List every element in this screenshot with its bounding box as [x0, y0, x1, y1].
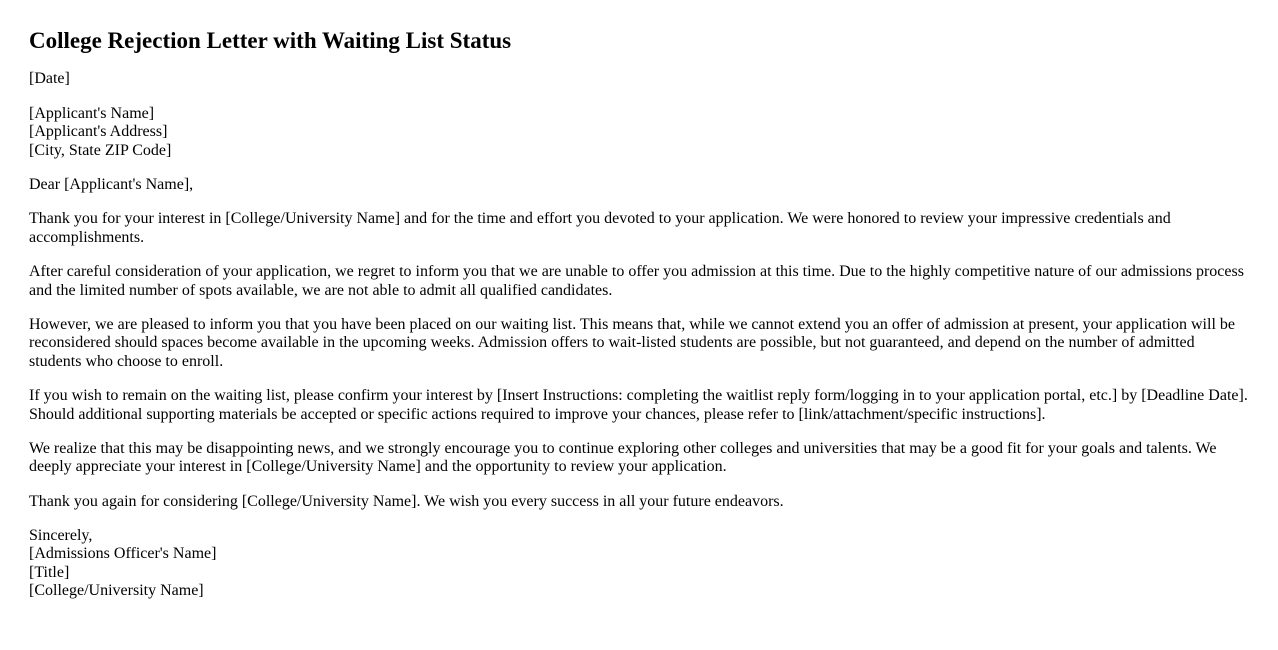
salutation-line: Dear [Applicant's Name], — [29, 176, 194, 193]
signature-officer-line: [Admissions Officer's Name] — [29, 545, 217, 563]
recipient-city-line: [City, State ZIP Code] — [29, 141, 172, 159]
recipient-address-line: [Applicant's Address] — [29, 123, 168, 141]
body-paragraph-instructions: If you wish to remain on the waiting list, please confirm your interest by [Insert Instructions: completing the waitlist reply form/logging in to your application portal, etc.] by [Deadline Date]. Should additional supporting materials be accepted or specific actions required to improve your chances, please refer to [link/attachment/specific instructions]. — [29, 387, 1248, 423]
signature-college-line: [College/University Name] — [29, 582, 204, 600]
body-paragraph-regret: After careful consideration of your application, we regret to inform you that we are unable to offer you admission at this time. Due to the highly competitive nature of our admissions process and the limited number of spots available, we are not able to admit all qualified candidates. — [29, 263, 1244, 299]
recipient-name-line: [Applicant's Name] — [29, 104, 155, 122]
letter-title: College Rejection Letter with Waiting List Status — [29, 28, 512, 53]
body-paragraph-encouragement: We realize that this may be disappointing news, and we strongly encourage you to continue exploring other colleges and universities that may be a good fit for your goals and talents. We deeply appreciate your interest in [College/University Name] and the opportunity to review your application. — [29, 439, 1217, 476]
signature-sincerely-line: Sincerely, — [29, 527, 93, 545]
signature-title-line: [Title] — [29, 563, 70, 581]
recipient-block — [29, 105, 1248, 160]
signature-block — [29, 527, 1248, 601]
body-paragraph-waiting-list: However, we are pleased to inform you that you have been placed on our waiting list. This means that, while we cannot extend you an offer of admission at present, your application will be reconsidered should spaces become available in the upcoming weeks. Admission offers to wait-listed students are possible, but not guaranteed, and depend on the number of admitted students who choose to enroll. — [29, 315, 1235, 370]
date-line: [Date] — [29, 70, 70, 88]
body-paragraph-farewell: Thank you again for considering [College/University Name]. We wish you every success in all your future endeavors. — [29, 492, 784, 510]
body-paragraph-thank-you: Thank you for your interest in [College/University Name] and for the time and effort you devoted to your application. We were honored to review your impressive credentials and accomplishments. — [29, 210, 1171, 246]
